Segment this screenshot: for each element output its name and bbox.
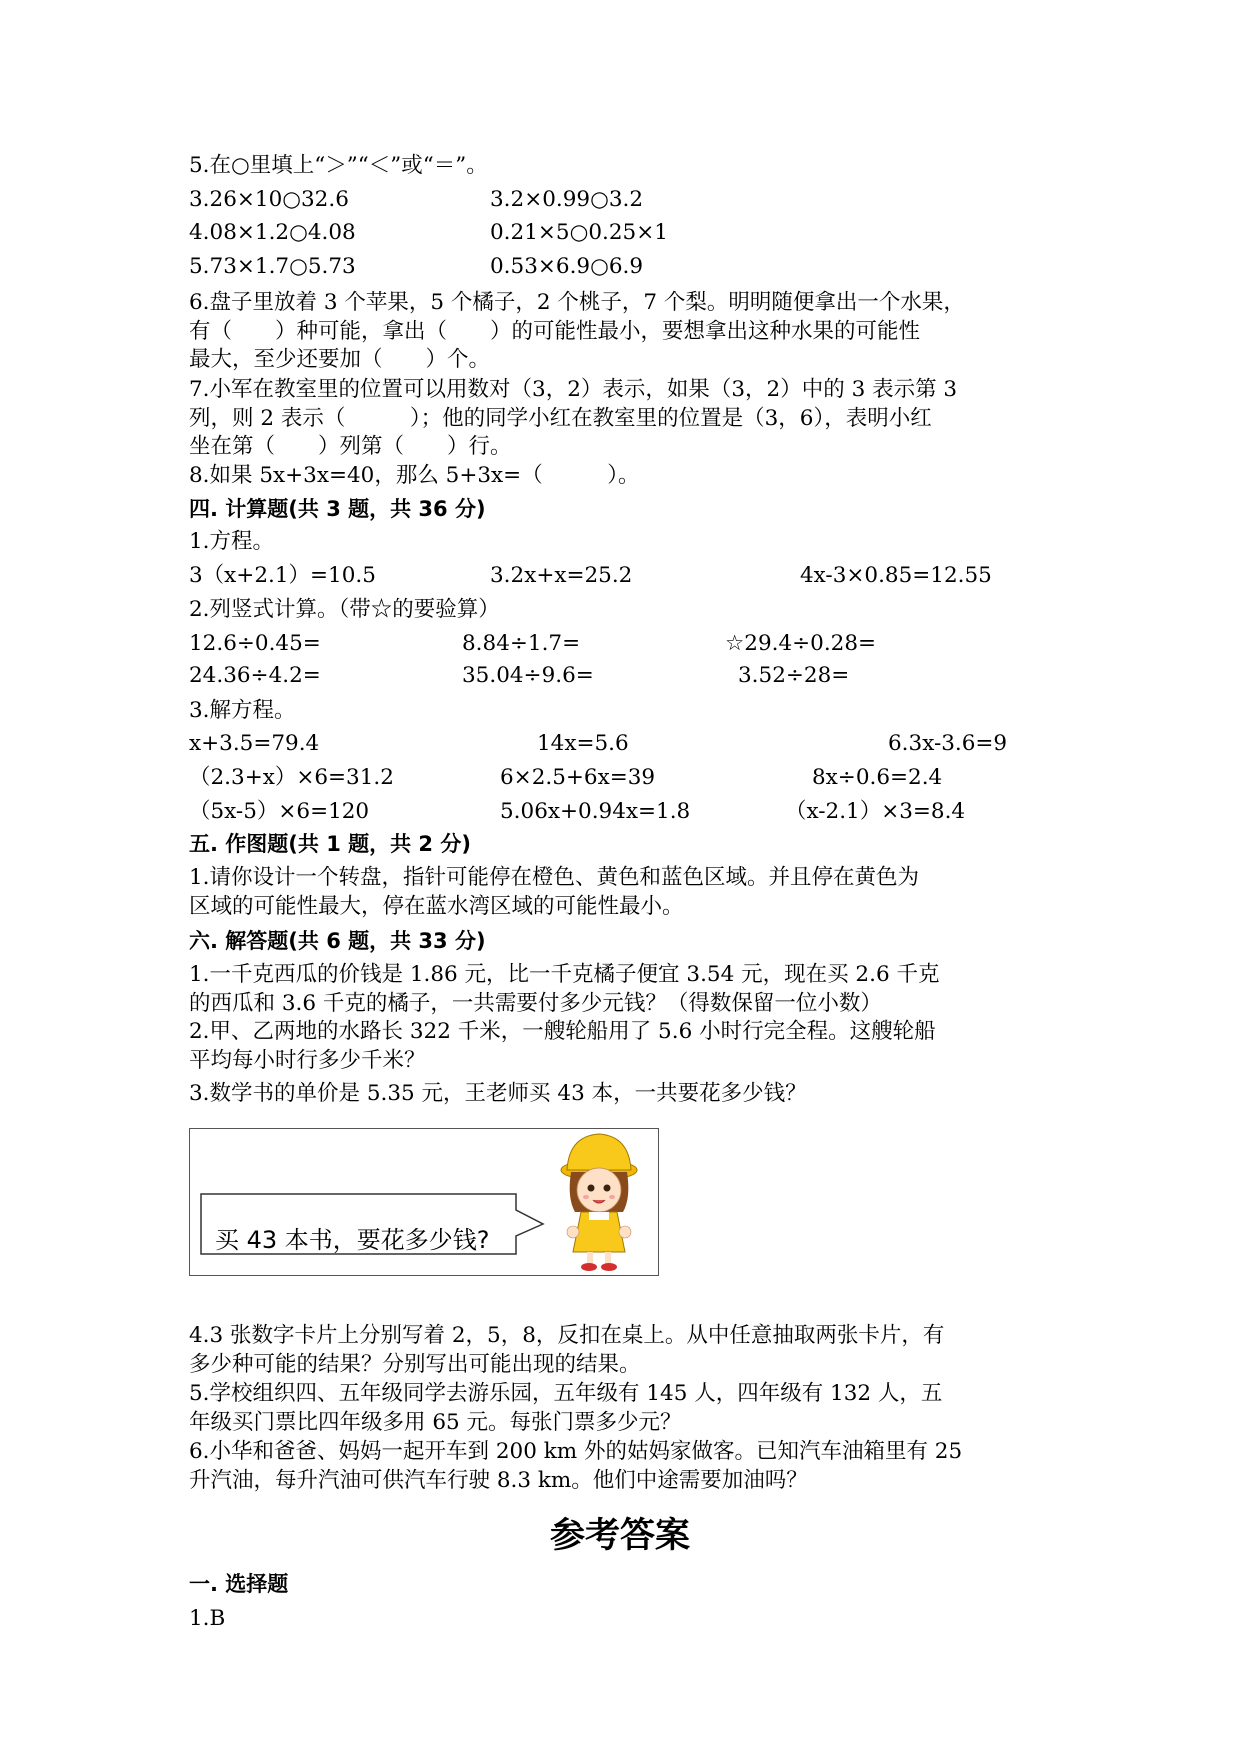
q8-line: 8.如果 5x+3x=40，那么 5+3x=（ ）。 xyxy=(189,463,640,488)
sec6-line: 的西瓜和 3.6 千克的橘子，一共需要付多少元钱？（得数保留一位小数） xyxy=(189,991,882,1016)
sec4-p1: 1.方程。 xyxy=(189,529,275,554)
sec6-line: 5.学校组织四、五年级同学去游乐园，五年级有 145 人，四年级有 132 人，五 xyxy=(189,1381,943,1406)
q5-item: 0.21×5○0.25×1 xyxy=(490,220,668,245)
equation: 5.06x+0.94x=1.8 xyxy=(500,799,691,824)
sec5-line: 区域的可能性最大，停在蓝水湾区域的可能性最小。 xyxy=(189,894,684,919)
q5-item: 3.26×10○32.6 xyxy=(189,187,349,212)
sec4-p2: 2.列竖式计算。（带☆的要验算） xyxy=(189,597,500,622)
answers-title: 参考答案 xyxy=(549,1516,690,1556)
q5-prompt: 5.在○里填上“＞”“＜”或“＝”。 xyxy=(189,153,488,178)
equation: 6.3x-3.6=9 xyxy=(888,731,1008,756)
calc-item: ☆29.4÷0.28= xyxy=(725,631,877,656)
q6-line: 最大，至少还要加（ ）个。 xyxy=(189,347,491,372)
section-title: 四. 计算题(共 3 题，共 36 分) xyxy=(189,497,486,521)
sec4-p3: 3.解方程。 xyxy=(189,698,296,723)
q7-line: 7.小军在教室里的位置可以用数对（3，2）表示，如果（3，2）中的 3 表示第 3 xyxy=(189,377,958,402)
calc-item: 35.04÷9.6= xyxy=(462,663,594,688)
equation: 8x÷0.6=2.4 xyxy=(812,765,943,790)
q7-line: 坐在第（ ）列第（ ）行。 xyxy=(189,434,512,459)
equation: 3（x+2.1）=10.5 xyxy=(189,563,376,588)
equation: 6×2.5+6x=39 xyxy=(500,765,656,790)
q5-item: 3.2×0.99○3.2 xyxy=(490,187,644,212)
sec5-line: 1.请你设计一个转盘，指针可能停在橙色、黄色和蓝色区域。并且停在黄色为 xyxy=(189,865,920,890)
calc-item: 12.6÷0.45= xyxy=(189,631,321,656)
sec6-line: 2.甲、乙两地的水路长 322 千米，一艘轮船用了 5.6 小时行完全程。这艘轮船 xyxy=(189,1019,936,1044)
speech-bubble-text: 买 43 本书，要花多少钱? xyxy=(215,1226,490,1254)
equation: 3.2x+x=25.2 xyxy=(490,563,633,588)
q5-item: 4.08×1.2○4.08 xyxy=(189,220,356,245)
section-title: 一. 选择题 xyxy=(189,1572,289,1596)
q5-item: 0.53×6.9○6.9 xyxy=(490,254,644,279)
sec6-line: 年级买门票比四年级多用 65 元。每张门票多少元？ xyxy=(189,1410,682,1435)
equation: 4x-3×0.85=12.55 xyxy=(800,563,992,588)
q6-line: 有（ ）种可能，拿出（ ）的可能性最小，要想拿出这种水果的可能性 xyxy=(189,319,921,344)
section-title: 五. 作图题(共 1 题，共 2 分) xyxy=(189,832,471,856)
sec6-line: 3.数学书的单价是 5.35 元，王老师买 43 本，一共要花多少钱？ xyxy=(189,1081,807,1106)
equation: （5x-5）×6=120 xyxy=(189,799,370,824)
calc-item: 8.84÷1.7= xyxy=(462,631,581,656)
sec6-line: 4.3 张数字卡片上分别写着 2，5，8，反扣在桌上。从中任意抽取两张卡片，有 xyxy=(189,1323,945,1348)
calc-item: 3.52÷28= xyxy=(738,663,850,688)
section-title: 六. 解答题(共 6 题，共 33 分) xyxy=(189,929,486,953)
q7-line: 列，则 2 表示（ ）；他的同学小红在教室里的位置是（3，6），表明小红 xyxy=(189,406,932,431)
answer-line: 1.B xyxy=(189,1606,226,1631)
equation: （x-2.1）×3=8.4 xyxy=(785,799,966,824)
sec6-line: 升汽油，每升汽油可供汽车行驶 8.3 km。他们中途需要加油吗？ xyxy=(189,1468,808,1493)
q6-line: 6.盘子里放着 3 个苹果，5 个橘子，2 个桃子，7 个梨。明明随便拿出一个水果， xyxy=(189,290,965,315)
equation: 14x=5.6 xyxy=(537,731,629,756)
sec6-line: 1.一千克西瓜的价钱是 1.86 元，比一千克橘子便宜 3.54 元，现在买 2.6 千克 xyxy=(189,962,940,987)
calc-item: 24.36÷4.2= xyxy=(189,663,321,688)
sec6-line: 6.小华和爸爸、妈妈一起开车到 200 km 外的姑妈家做客。已知汽车油箱里有 25 xyxy=(189,1439,963,1464)
equation: （2.3+x）×6=31.2 xyxy=(189,765,394,790)
sec6-line: 平均每小时行多少千米？ xyxy=(189,1048,426,1073)
q5-item: 5.73×1.7○5.73 xyxy=(189,254,356,279)
sec6-line: 多少种可能的结果？分别写出可能出现的结果。 xyxy=(189,1352,641,1377)
equation: x+3.5=79.4 xyxy=(189,731,320,756)
